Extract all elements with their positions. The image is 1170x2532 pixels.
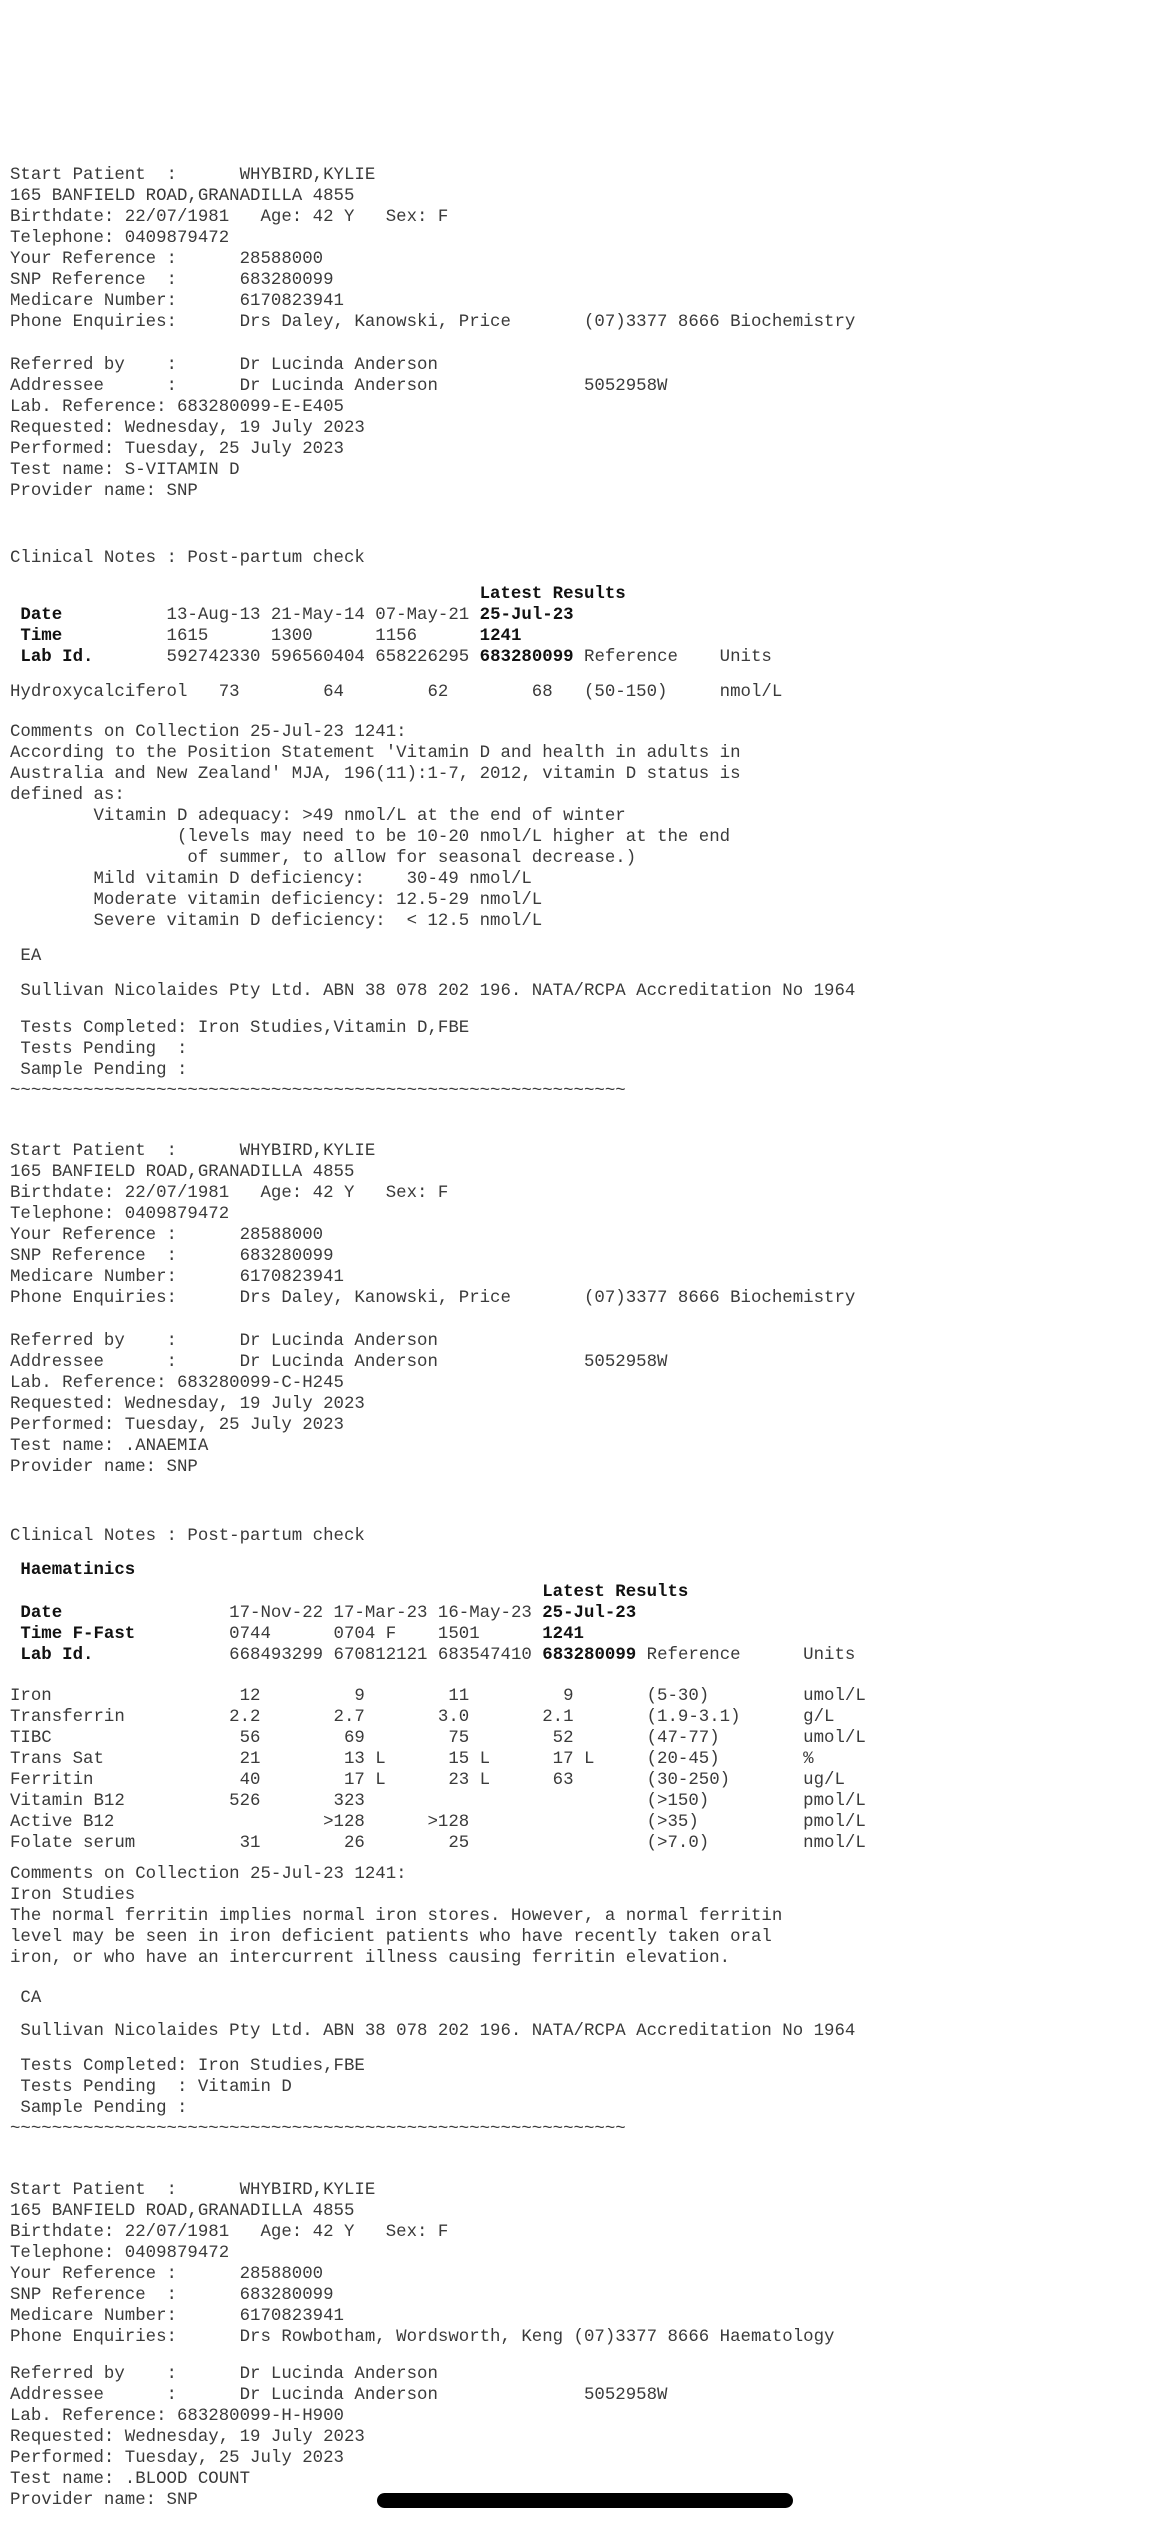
- report-line: [10, 186, 1170, 207]
- report-text: Iron 12 9 11 9 (5-30) umol/L: [10, 1687, 866, 1706]
- report-text-bold: Time: [10, 627, 63, 646]
- report-line: [10, 911, 1170, 932]
- report-text: Transferrin 2.2 2.7 3.0 2.1 (1.9-3.1) g/L: [10, 1708, 835, 1727]
- report-text: Birthdate: 22/07/1981 Age: 42 Y Sex: F: [10, 208, 449, 227]
- report-line: [10, 743, 1170, 764]
- report-line: [10, 1560, 1170, 1581]
- report-line: [10, 1707, 1170, 1728]
- report-text: 165 BANFIELD ROAD,GRANADILLA 4855: [10, 1163, 355, 1182]
- report-line: [10, 1927, 1170, 1948]
- report-line: [10, 1686, 1170, 1707]
- report-text-bold: Latest Results: [479, 585, 626, 604]
- report-text-bold: 1241: [479, 627, 522, 646]
- report-text: 1615 1300 1156: [62, 627, 480, 646]
- spacer: [10, 668, 1170, 682]
- home-indicator[interactable]: [377, 2493, 793, 2508]
- report-line: [10, 460, 1170, 481]
- report-text: Comments on Collection 25-Jul-23 1241:: [10, 1865, 407, 1884]
- report-line: [10, 827, 1170, 848]
- report-line: [10, 376, 1170, 397]
- report-text: Sample Pending :: [10, 2099, 188, 2118]
- report-text: Performed: Tuesday, 25 July 2023: [10, 1416, 344, 1435]
- report-text: Medicare Number: 6170823941: [10, 1268, 344, 1287]
- report-line: [10, 1603, 1170, 1624]
- report-text: Clinical Notes : Post-partum check: [10, 1527, 365, 1546]
- report-text-bold: 1241: [542, 1625, 584, 1644]
- report-text: Provider name: SNP: [10, 2491, 198, 2510]
- report-line: [10, 2056, 1170, 2077]
- report-text: Medicare Number: 6170823941: [10, 2307, 344, 2326]
- report-text: Start Patient : WHYBIRD,KYLIE: [10, 1142, 376, 1161]
- report-line: [10, 2406, 1170, 2427]
- report-text: level may be seen in iron deficient patients who have recently taken oral: [10, 1928, 772, 1947]
- report-line: [10, 439, 1170, 460]
- report-text: Sullivan Nicolaides Pty Ltd. ABN 38 078 202 196. NATA/RCPA Accreditation No 1964: [10, 982, 856, 1001]
- report-line: [10, 1457, 1170, 1478]
- spacer: [10, 2348, 1170, 2364]
- report-line: [10, 1018, 1170, 1039]
- report-line: [10, 2077, 1170, 2098]
- report-text: Hydroxycalciferol 73 64 62 68 (50-150) nmol/L: [10, 683, 783, 702]
- report-text: Start Patient : WHYBIRD,KYLIE: [10, 2181, 376, 2200]
- report-line: [10, 2264, 1170, 2285]
- report-text: Tests Completed: Iron Studies,FBE: [10, 2057, 365, 2076]
- report-line: [10, 1749, 1170, 1770]
- report-text: 13-Aug-13 21-May-14 07-May-21: [62, 606, 480, 625]
- report-line: [10, 1288, 1170, 1309]
- report-text: Your Reference : 28588000: [10, 250, 324, 269]
- report-text-bold: 683280099: [542, 1646, 637, 1665]
- report-line: [10, 2222, 1170, 2243]
- report-text: Test name: .ANAEMIA: [10, 1437, 209, 1456]
- report-text: Start Patient : WHYBIRD,KYLIE: [10, 166, 376, 185]
- spacer: [10, 333, 1170, 355]
- report-line: [10, 890, 1170, 911]
- report-text: Referred by : Dr Lucinda Anderson: [10, 1332, 438, 1351]
- spacer: [10, 967, 1170, 981]
- report-line: [10, 418, 1170, 439]
- report-text-bold: Haematinics: [10, 1561, 136, 1580]
- report-line: [10, 1988, 1170, 2009]
- report-text: Requested: Wednesday, 19 July 2023: [10, 2428, 365, 2447]
- report-line: [10, 584, 1170, 605]
- report-text: Tests Completed: Iron Studies,Vitamin D,FBE: [10, 1019, 470, 1038]
- report-line: [10, 2427, 1170, 2448]
- report-line: [10, 1141, 1170, 1162]
- report-text: Performed: Tuesday, 25 July 2023: [10, 440, 344, 459]
- report-text: of summer, to allow for seasonal decrease.): [10, 849, 637, 868]
- report-line: [10, 682, 1170, 703]
- report-text: Medicare Number: 6170823941: [10, 292, 344, 311]
- report-line: [10, 946, 1170, 967]
- report-text: Addressee : Dr Lucinda Anderson 5052958W: [10, 1353, 668, 1372]
- report-line: [10, 1373, 1170, 1394]
- report-text: Comments on Collection 25-Jul-23 1241:: [10, 723, 407, 742]
- report-line: [10, 764, 1170, 785]
- report-text: Folate serum 31 26 25 (>7.0) nmol/L: [10, 1834, 866, 1853]
- spacer: [10, 1002, 1170, 1018]
- report-line: [10, 785, 1170, 806]
- spacer: [10, 2009, 1170, 2021]
- report-text: The normal ferritin implies normal iron stores. However, a normal ferritin: [10, 1907, 783, 1926]
- report-line: [10, 848, 1170, 869]
- report-line: [10, 355, 1170, 376]
- report-text: 165 BANFIELD ROAD,GRANADILLA 4855: [10, 187, 355, 206]
- report-text-bold: Lab Id.: [10, 648, 94, 667]
- report-text: ~~~~~~~~~~~~~~~~~~~~~~~~~~~~~~~~~~~~~~~~~~~~~~~~~~~~~~~~~~~: [10, 2120, 626, 2139]
- report-text: Lab. Reference: 683280099-C-H245: [10, 1374, 344, 1393]
- report-text: Referred by : Dr Lucinda Anderson: [10, 2365, 438, 2384]
- report-text: SNP Reference : 683280099: [10, 2286, 334, 2305]
- report-line: [10, 1183, 1170, 1204]
- report-text: Ferritin 40 17 L 23 L 63 (30-250) ug/L: [10, 1771, 845, 1790]
- report-block-anaemia: [10, 1141, 1170, 2180]
- report-text: SNP Reference : 683280099: [10, 271, 334, 290]
- report-text: 165 BANFIELD ROAD,GRANADILLA 4855: [10, 2202, 355, 2221]
- report-text: Test name: .BLOOD COUNT: [10, 2470, 251, 2489]
- report-text-bold: 25-Jul-23: [542, 1604, 637, 1623]
- report-line: [10, 548, 1170, 569]
- report-line: [10, 2469, 1170, 2490]
- report-text: Performed: Tuesday, 25 July 2023: [10, 2449, 344, 2468]
- report-line: [10, 2021, 1170, 2042]
- report-line: [10, 2098, 1170, 2119]
- report-text: Test name: S-VITAMIN D: [10, 461, 240, 480]
- report-line: [10, 1267, 1170, 1288]
- report-line: [10, 312, 1170, 333]
- report-line: [10, 2201, 1170, 2222]
- report-line: [10, 2306, 1170, 2327]
- report-text-bold: Date: [10, 1604, 63, 1623]
- report-text: Severe vitamin D deficiency: < 12.5 nmol/L: [10, 912, 543, 931]
- report-line: [10, 165, 1170, 186]
- report-text: CA: [10, 1989, 42, 2008]
- report-text: Birthdate: 22/07/1981 Age: 42 Y Sex: F: [10, 2223, 449, 2242]
- report-line: [10, 207, 1170, 228]
- report-line: [10, 2385, 1170, 2406]
- report-text: Requested: Wednesday, 19 July 2023: [10, 419, 365, 438]
- report-text: Vitamin B12 526 323 (>150) pmol/L: [10, 1792, 866, 1811]
- report-text: Provider name: SNP: [10, 1458, 198, 1477]
- report-text: Sample Pending :: [10, 1061, 188, 1080]
- report-line: [10, 1812, 1170, 1833]
- report-line: [10, 2180, 1170, 2201]
- report-text-bold: Latest Results: [542, 1583, 689, 1602]
- spacer: [10, 1102, 1170, 1141]
- report-line: [10, 291, 1170, 312]
- report-line: [10, 1436, 1170, 1457]
- report-text: Iron Studies: [10, 1886, 136, 1905]
- report-line: [10, 2327, 1170, 2348]
- report-text: ~~~~~~~~~~~~~~~~~~~~~~~~~~~~~~~~~~~~~~~~~~~~~~~~~~~~~~~~~~~: [10, 1082, 626, 1101]
- report-text-bold: Lab Id.: [10, 1646, 94, 1665]
- report-text: [10, 1583, 542, 1602]
- spacer: [10, 1547, 1170, 1560]
- report-text: Mild vitamin D deficiency: 30-49 nmol/L: [10, 870, 532, 889]
- report-line: [10, 605, 1170, 626]
- report-line: [10, 1331, 1170, 1352]
- report-line: [10, 1885, 1170, 1906]
- report-line: [10, 1791, 1170, 1812]
- report-line: [10, 1728, 1170, 1749]
- report-text: [10, 585, 480, 604]
- report-line: [10, 1582, 1170, 1603]
- report-text: Active B12 >128 >128 (>35) pmol/L: [10, 1813, 866, 1832]
- report-line: [10, 1039, 1170, 1060]
- report-line: [10, 806, 1170, 827]
- report-line: [10, 1415, 1170, 1436]
- report-text: Addressee : Dr Lucinda Anderson 5052958W: [10, 377, 668, 396]
- report-text: Provider name: SNP: [10, 482, 198, 501]
- report-text: Reference Units: [573, 648, 772, 667]
- report-text: Your Reference : 28588000: [10, 2265, 324, 2284]
- report-text-bold: Time F-Fast: [10, 1625, 136, 1644]
- report-text: Phone Enquiries: Drs Daley, Kanowski, Price (07)3377 8666 Biochemistry: [10, 1289, 856, 1308]
- report-text: SNP Reference : 683280099: [10, 1247, 334, 1266]
- report-line: [10, 270, 1170, 291]
- report-text: Lab. Reference: 683280099-E-E405: [10, 398, 344, 417]
- report-line: [10, 1833, 1170, 1854]
- report-line: [10, 1352, 1170, 1373]
- report-line: [10, 1246, 1170, 1267]
- report-line: [10, 2119, 1170, 2140]
- report-text: Tests Pending : Vitamin D: [10, 2078, 292, 2097]
- report-line: [10, 228, 1170, 249]
- report-line: [10, 981, 1170, 1002]
- report-line: [10, 2448, 1170, 2469]
- spacer: [10, 932, 1170, 946]
- report-line: [10, 1906, 1170, 1927]
- report-text: iron, or who have an intercurrent illness causing ferritin elevation.: [10, 1949, 731, 1968]
- report-line: [10, 1948, 1170, 1969]
- report-line: [10, 1645, 1170, 1666]
- report-text: Moderate vitamin deficiency: 12.5-29 nmol/L: [10, 891, 543, 910]
- report-text: Addressee : Dr Lucinda Anderson 5052958W: [10, 2386, 668, 2405]
- lab-report-document: [10, 165, 1170, 2511]
- report-line: [10, 481, 1170, 502]
- report-line: [10, 1204, 1170, 1225]
- spacer: [10, 569, 1170, 584]
- report-text: Australia and New Zealand' MJA, 196(11):1-7, 2012, vitamin D status is: [10, 765, 741, 784]
- report-line: [10, 2364, 1170, 2385]
- report-text-bold: Date: [10, 606, 63, 625]
- report-text: TIBC 56 69 75 52 (47-77) umol/L: [10, 1729, 866, 1748]
- report-line: [10, 1394, 1170, 1415]
- spacer: [10, 2042, 1170, 2056]
- report-text: Birthdate: 22/07/1981 Age: 42 Y Sex: F: [10, 1184, 449, 1203]
- report-text: Requested: Wednesday, 19 July 2023: [10, 1395, 365, 1414]
- report-line: [10, 249, 1170, 270]
- report-text: According to the Position Statement 'Vitamin D and health in adults in: [10, 744, 741, 763]
- report-line: [10, 2243, 1170, 2264]
- report-line: [10, 626, 1170, 647]
- spacer: [10, 1854, 1170, 1864]
- spacer: [10, 502, 1170, 548]
- report-text-bold: 683280099: [479, 648, 574, 667]
- report-text: Clinical Notes : Post-partum check: [10, 549, 365, 568]
- report-text: Phone Enquiries: Drs Daley, Kanowski, Price (07)3377 8666 Biochemistry: [10, 313, 856, 332]
- report-line: [10, 1770, 1170, 1791]
- report-line: [10, 1060, 1170, 1081]
- report-line: [10, 397, 1170, 418]
- report-text: 0744 0704 F 1501: [135, 1625, 543, 1644]
- report-text: Your Reference : 28588000: [10, 1226, 324, 1245]
- report-line: [10, 1526, 1170, 1547]
- report-block-blood-count: [10, 2180, 1170, 2511]
- spacer: [10, 1309, 1170, 1331]
- spacer: [10, 1969, 1170, 1988]
- report-text: Referred by : Dr Lucinda Anderson: [10, 356, 438, 375]
- report-line: [10, 869, 1170, 890]
- report-text: Sullivan Nicolaides Pty Ltd. ABN 38 078 202 196. NATA/RCPA Accreditation No 1964: [10, 2022, 856, 2041]
- spacer: [10, 1478, 1170, 1526]
- report-text: Trans Sat 21 13 L 15 L 17 L (20-45) %: [10, 1750, 814, 1769]
- report-text: 17-Nov-22 17-Mar-23 16-May-23: [62, 1604, 543, 1623]
- report-text: 592742330 596560404 658226295: [93, 648, 480, 667]
- report-text-bold: 25-Jul-23: [479, 606, 574, 625]
- report-block-vitamin-d: [10, 165, 1170, 1141]
- report-line: [10, 1081, 1170, 1102]
- report-text: Telephone: 0409879472: [10, 229, 230, 248]
- report-text: (levels may need to be 10-20 nmol/L higher at the end: [10, 828, 731, 847]
- report-line: [10, 2285, 1170, 2306]
- report-text: Telephone: 0409879472: [10, 2244, 230, 2263]
- report-text: Lab. Reference: 683280099-H-H900: [10, 2407, 344, 2426]
- report-text: Tests Pending :: [10, 1040, 188, 1059]
- report-text: Reference Units: [636, 1646, 856, 1665]
- report-text: defined as:: [10, 786, 125, 805]
- report-line: [10, 1864, 1170, 1885]
- report-text: Telephone: 0409879472: [10, 1205, 230, 1224]
- report-line: [10, 722, 1170, 743]
- spacer: [10, 2140, 1170, 2180]
- report-text: EA: [10, 947, 42, 966]
- spacer: [10, 703, 1170, 722]
- report-text: 668493299 670812121 683547410: [93, 1646, 543, 1665]
- report-text: Vitamin D adequacy: >49 nmol/L at the end of winter: [10, 807, 626, 826]
- report-line: [10, 1162, 1170, 1183]
- report-line: [10, 1624, 1170, 1645]
- report-text: Phone Enquiries: Drs Rowbotham, Wordsworth, Keng (07)3377 8666 Haematology: [10, 2328, 835, 2347]
- report-line: [10, 1225, 1170, 1246]
- report-line: [10, 647, 1170, 668]
- spacer: [10, 1666, 1170, 1686]
